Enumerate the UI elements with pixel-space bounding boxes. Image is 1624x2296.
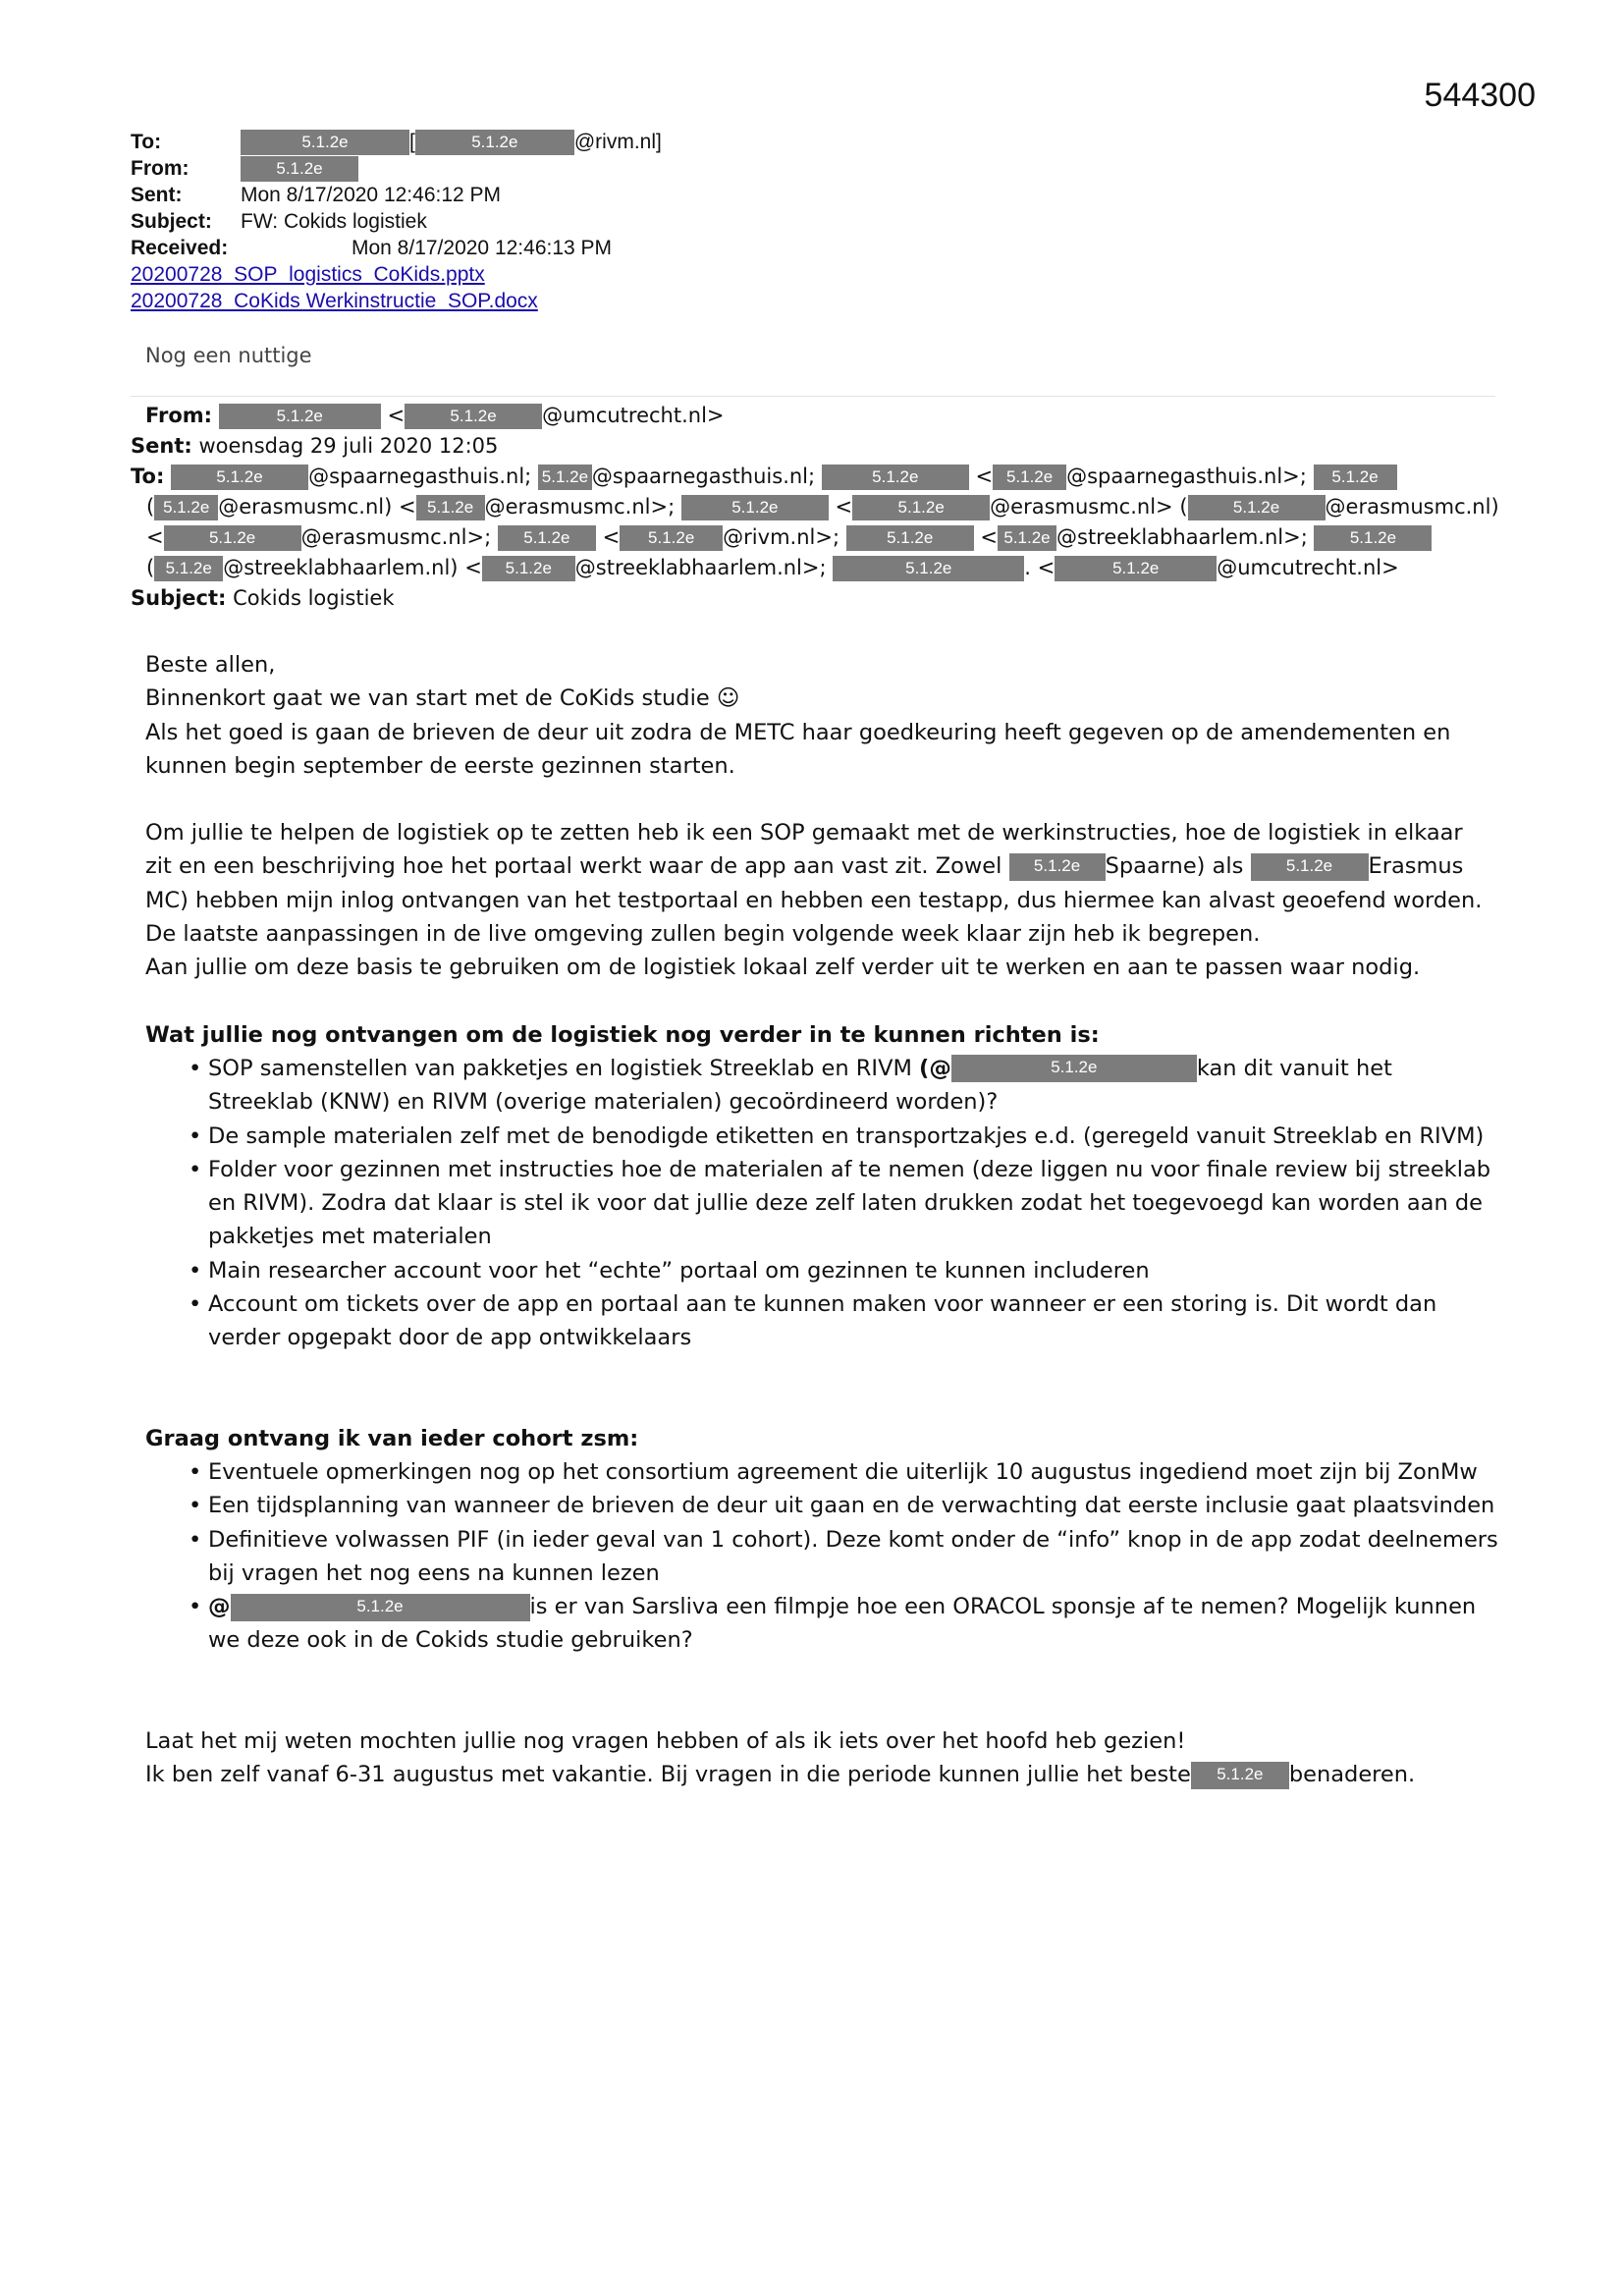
redaction: 5.1.2e [154, 495, 218, 520]
bracket-open: [ [409, 131, 415, 153]
text-run: Ik ben zelf vanaf 6-31 augustus met vakantie. Bij vragen in die periode kunnen jullie het beste [145, 1762, 1191, 1788]
recipient-domain: @umcutrecht.nl> [1217, 556, 1399, 579]
fwd-to-row-3 [131, 522, 1499, 553]
spacer [145, 1355, 1500, 1422]
received-value: Mon 8/17/2020 12:46:13 PM [352, 237, 613, 259]
paragraph: Als het goed is gaan de brieven de deur uit zodra de METC haar goedkeuring heeft gegeven op de amendementen en kunnen begin september de eerste gezinnen starten. [145, 719, 1451, 779]
redaction: 5.1.2e [482, 556, 575, 581]
list-item: • Een tijdsplanning van wanneer de brieven de deur uit gaan en de verwachting dat eerste inclusie gaat plaatsvinden [208, 1489, 1500, 1522]
paren-open: ( [146, 556, 155, 579]
recipient-domain: @rivm.nl>; [723, 525, 840, 549]
redaction: 5.1.2e [241, 130, 409, 155]
intro-text: Nog een nuttige [145, 344, 312, 367]
redaction: 5.1.2e [681, 495, 829, 520]
paragraph: Laat het mij weten mochten jullie nog vragen hebben of als ik iets over het hoofd heb gezien! [145, 1727, 1186, 1754]
recipient-domain: @streeklabhaarlem.nl) [223, 556, 459, 579]
redaction: 5.1.2e [822, 465, 969, 490]
dot: . [1024, 556, 1031, 579]
attachment-row [131, 289, 662, 315]
fwd-sent-label: Sent: [131, 434, 192, 458]
redaction: 5.1.2e [538, 465, 592, 490]
fwd-sent-row [131, 431, 1499, 462]
sent-label: Sent: [131, 184, 183, 206]
redaction: 5.1.2e [833, 556, 1024, 581]
bullet-list [145, 1455, 1500, 1658]
paragraph [145, 816, 1490, 951]
redaction: 5.1.2e [498, 525, 596, 551]
forwarded-header [131, 401, 1499, 614]
fwd-to-row-4 [131, 553, 1499, 583]
redaction: 5.1.2e [219, 404, 381, 429]
recipient-domain: @spaarnegasthuis.nl; [591, 465, 816, 488]
attachment-link[interactable]: 20200728_SOP_logistics_CoKids.pptx [131, 263, 485, 286]
from-label: From: [131, 157, 189, 180]
list-item [208, 1052, 1500, 1120]
spacer [145, 1658, 1500, 1724]
recipient-domain: @spaarnegasthuis.nl; [308, 465, 532, 488]
fwd-subject-value: Cokids logistiek [233, 586, 395, 610]
list-item [208, 1590, 1500, 1658]
bullet-list [145, 1052, 1500, 1355]
redaction: 5.1.2e [998, 525, 1056, 551]
attachment-link[interactable]: 20200728_CoKids Werkinstructie_SOP.docx [131, 290, 538, 312]
angle-open: < [146, 525, 164, 549]
header-sent-row [131, 183, 662, 209]
redaction: 5.1.2e [1191, 1762, 1289, 1789]
header-to-row [131, 130, 662, 156]
spacer [145, 783, 1500, 816]
recipient-domain: @erasmusmc.nl) [1325, 495, 1499, 519]
recipient-domain: @streeklabhaarlem.nl>; [1056, 525, 1308, 549]
fwd-from-suffix: @umcutrecht.nl> [542, 404, 725, 427]
fwd-subject-label: Subject: [131, 586, 227, 610]
to-label: To: [131, 131, 162, 153]
text-run: benaderen. [1288, 1762, 1416, 1788]
list-item: • De sample materialen zelf met de benodigde etiketten en transportzakjes e.d. (geregeld vanuit Streeklab en RIVM) [208, 1120, 1500, 1153]
section-heading: Wat jullie nog ontvangen om de logistiek nog verder in te kunnen richten is: [145, 1021, 1100, 1048]
paragraph: Aan jullie om deze basis te gebruiken om de logistiek lokaal zelf verder uit te werken en aan te passen waar nodig. [145, 955, 1421, 981]
paragraph: Binnenkort gaat we van start met de CoKids studie ☺ [145, 685, 740, 712]
angle-open: < [1037, 556, 1056, 579]
paren-open: ( [146, 495, 155, 519]
divider [131, 396, 1495, 397]
angle-open: < [602, 525, 621, 549]
redaction: 5.1.2e [993, 465, 1066, 490]
recipient-domain: @streeklabhaarlem.nl>; [574, 556, 827, 579]
fwd-from-row [131, 401, 1499, 431]
text-run: is er van Sarsliva een filmpje hoe een ORACOL sponsje af te nemen? Mogelijk kunnen we deze ook in de Cokids studie gebruiken? [208, 1594, 1477, 1654]
document-number: 544300 [1424, 77, 1536, 114]
redaction: 5.1.2e [415, 130, 574, 155]
redaction: 5.1.2e [1314, 525, 1432, 551]
spacer [145, 985, 1500, 1018]
fwd-to-row-1 [131, 462, 1499, 492]
redaction: 5.1.2e [164, 525, 301, 551]
text-run: kan dit vanuit het Streeklab (KNW) en RIVM (overige materialen) gecoördineerd worden)? [208, 1055, 1392, 1116]
angle-open: < [980, 525, 998, 549]
to-suffix: @rivm.nl] [573, 131, 662, 153]
recipient-domain: @erasmusmc.nl) [218, 495, 393, 519]
redaction: 5.1.2e [1188, 495, 1326, 520]
redaction: 5.1.2e [1251, 853, 1369, 881]
redaction: 5.1.2e [951, 1055, 1197, 1082]
redaction: 5.1.2e [171, 465, 308, 490]
redaction: 5.1.2e [1009, 853, 1106, 881]
fwd-subject-row [131, 583, 1499, 614]
angle-open: < [835, 495, 853, 519]
list-item: • Account om tickets over de app en portaal aan te kunnen maken voor wanneer er een storing is. Dit wordt dan verder opgepakt door de app ontwikkelaars [208, 1287, 1500, 1355]
email-header [131, 130, 662, 315]
attachment-row [131, 262, 662, 289]
text-run: @ [208, 1594, 231, 1620]
fwd-to-row-2 [131, 492, 1499, 522]
angle-open: < [398, 495, 416, 519]
fwd-to-label: To: [131, 465, 165, 488]
redaction: 5.1.2e [620, 525, 723, 551]
angle-open: < [464, 556, 482, 579]
fwd-from-label: From: [145, 404, 213, 427]
header-received-row [131, 236, 662, 262]
text-run: Erasmus MC) hebben mijn inlog ontvangen van het testportaal en hebben een testapp, dus hiermee kan alvast geoefend worden. De laatste aanpassingen in de live omgeving zullen begin volgende week klaar zijn heb ik begrepen. [145, 853, 1483, 948]
recipient-domain: @erasmusmc.nl>; [484, 495, 676, 519]
message-body [145, 648, 1500, 1791]
text-run: SOP samenstellen van pakketjes en logistiek Streeklab en RIVM [208, 1055, 912, 1081]
redaction: 5.1.2e [231, 1594, 530, 1621]
text-run: (@ [919, 1055, 951, 1081]
redaction: 5.1.2e [154, 556, 223, 581]
list-item: • Definitieve volwassen PIF (in ieder geval van 1 cohort). Deze komt onder de “info” knop in de app zodat deelnemers bij vragen het nog eens na kunnen lezen [208, 1523, 1500, 1591]
list-item: • Eventuele opmerkingen nog op het consortium agreement die uiterlijk 10 augustus ingediend moet zijn bij ZonMw [208, 1455, 1500, 1489]
received-label: Received: [131, 237, 229, 259]
subject-label: Subject: [131, 210, 212, 233]
recipient-domain: @erasmusmc.nl>; [300, 525, 492, 549]
section-heading: Graag ontvang ik van ieder cohort zsm: [145, 1425, 639, 1451]
sent-value: Mon 8/17/2020 12:46:12 PM [241, 184, 502, 206]
redaction: 5.1.2e [405, 404, 542, 429]
subject-value: FW: Cokids logistiek [241, 210, 427, 233]
recipient-domain: @erasmusmc.nl> [990, 495, 1173, 519]
list-item: • Main researcher account voor het “echte” portaal om gezinnen te kunnen includeren [208, 1254, 1500, 1287]
redaction: 5.1.2e [241, 156, 358, 182]
text-run: Spaarne) als [1105, 853, 1244, 880]
redaction: 5.1.2e [1314, 465, 1397, 490]
angle-open: < [387, 404, 406, 427]
greeting: Beste allen, [145, 652, 276, 678]
paragraph [145, 1758, 1500, 1791]
text-run: Om jullie te helpen de logistiek op te zetten heb ik een SOP gemaakt met de werkinstructies, hoe de logistiek in elkaar zit en een beschrijving hoe het portaal werkt waar de app aan vast zit. Zowel [145, 820, 1463, 880]
angle-open: < [975, 465, 994, 488]
redaction: 5.1.2e [416, 495, 485, 520]
paren-open: ( [1179, 495, 1188, 519]
redaction: 5.1.2e [1055, 556, 1217, 581]
recipient-domain: @spaarnegasthuis.nl>; [1066, 465, 1307, 488]
redaction: 5.1.2e [852, 495, 990, 520]
fwd-sent-value: woensdag 29 juli 2020 12:05 [198, 434, 499, 458]
redaction: 5.1.2e [846, 525, 974, 551]
header-subject-row [131, 209, 662, 236]
header-from-row [131, 156, 662, 183]
list-item: • Folder voor gezinnen met instructies hoe de materialen af te nemen (deze liggen nu voor finale review bij streeklab en RIVM). Zodra dat klaar is stel ik voor dat jullie deze zelf laten drukken zodat het toegevoegd kan worden aan de pakketjes met materialen [208, 1153, 1500, 1254]
